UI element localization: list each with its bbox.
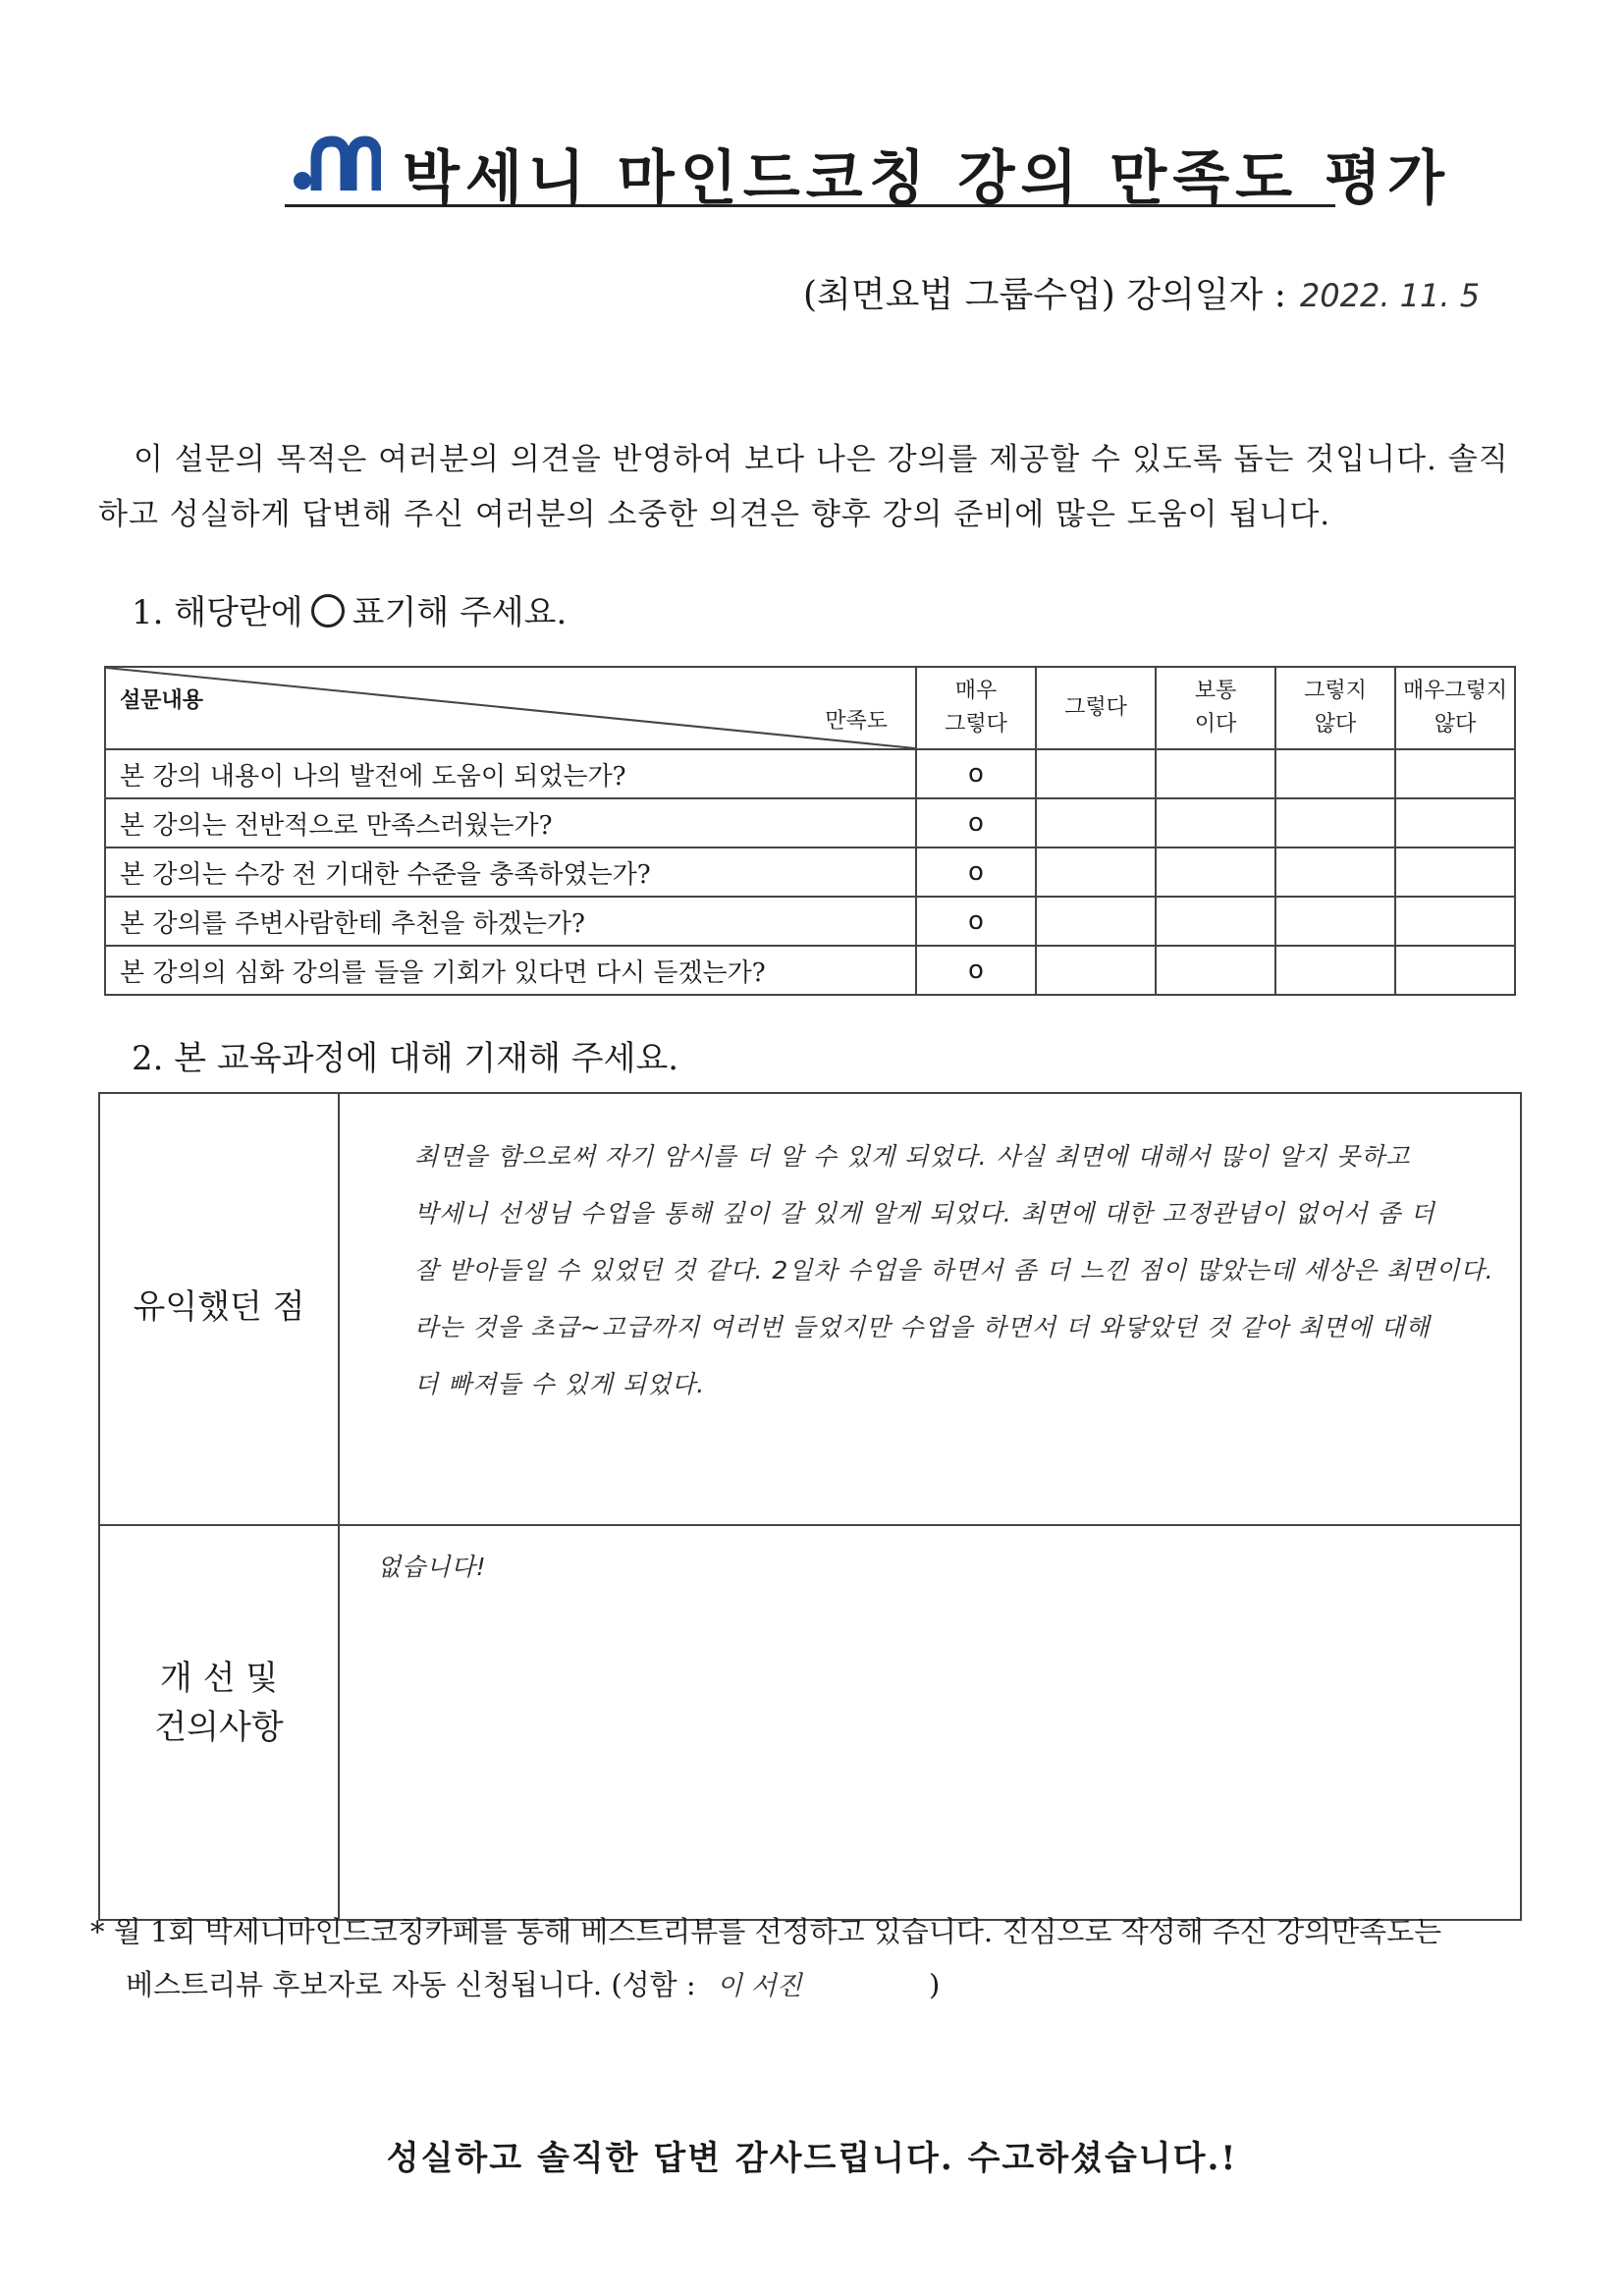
note-line-2: 베스트리뷰 후보자로 자동 신청됩니다. (성함 : 이 서진 ) — [126, 1968, 941, 2001]
useful-line[interactable]: 잘 받아들일 수 있었던 것 같다. 2일차 수업을 하면서 좀 더 느낀 점이 많았는데 세상은 최면이다. — [414, 1256, 1494, 1284]
table-row — [105, 847, 1515, 897]
lecture-date-line — [803, 267, 1480, 317]
rating-cell[interactable]: o — [916, 946, 1036, 995]
rating-cell[interactable] — [1036, 798, 1156, 847]
row-divider — [100, 1524, 1520, 1526]
diagonal-header-cell — [105, 667, 916, 749]
intro-paragraph: 이 설문의 목적은 여러분의 의견을 반영하여 보다 나은 강의를 제공할 수 있도록 돕는 것입니다. 솔직하고 성실하게 답변해 주신 여러분의 소중한 의견은 향후 강의 준비에 많은 도움이 됩니다. — [98, 442, 1509, 532]
useful-line[interactable]: 박세니 선생님 수업을 통해 깊이 갈 있게 알게 되었다. 최면에 대한 고정관념이 없어서 좀 더 — [414, 1199, 1435, 1228]
rating-cell[interactable] — [1395, 749, 1515, 798]
section-1-heading — [132, 585, 567, 633]
question-text: 본 강의는 수강 전 기대한 수준을 충족하였는가? — [105, 847, 916, 897]
rating-cell[interactable] — [1395, 946, 1515, 995]
rating-cell[interactable] — [1156, 946, 1275, 995]
table-row — [105, 946, 1515, 995]
diagonal-line — [106, 668, 915, 748]
table-row — [105, 749, 1515, 798]
rating-cell[interactable] — [1275, 897, 1395, 946]
rating-cell[interactable] — [1156, 847, 1275, 897]
thanks-message: 성실하고 솔직한 답변 감사드립니다. 수고하셨습니다.! — [386, 2139, 1238, 2178]
table-row — [105, 897, 1515, 946]
rating-cell[interactable]: o — [916, 897, 1036, 946]
circle-mark-icon — [311, 594, 345, 628]
question-text: 본 강의의 심화 강의를 들을 기회가 있다면 다시 듣겠는가? — [105, 946, 916, 995]
column-header: 그렇지 않다 — [1275, 667, 1395, 749]
column-header: 그렇다 — [1036, 667, 1156, 749]
rating-cell[interactable]: o — [916, 798, 1036, 847]
brand-logo-icon — [293, 130, 381, 198]
rating-cell[interactable] — [1036, 897, 1156, 946]
table-row — [105, 798, 1515, 847]
useful-line[interactable]: 최면을 함으로써 자기 암시를 더 알 수 있게 되었다. 사실 최면에 대해서 많이 알지 못하고 — [414, 1142, 1411, 1171]
useful-points-label: 유익했던 점 — [133, 1287, 305, 1327]
rating-cell[interactable] — [1275, 946, 1395, 995]
rating-cell[interactable] — [1275, 847, 1395, 897]
header-question-label: 설문내용 — [120, 687, 204, 713]
useful-line[interactable]: 더 빠져들 수 있게 되었다. — [414, 1370, 706, 1398]
rating-cell[interactable] — [1156, 897, 1275, 946]
lecture-date-value: 2022. 11. 5 — [1299, 277, 1481, 314]
title-block — [285, 126, 1450, 213]
question-text: 본 강의를 주변사람한테 추천을 하겠는가? — [105, 897, 916, 946]
column-header: 매우그렇지 않다 — [1395, 667, 1515, 749]
comment-box — [98, 1092, 1522, 1921]
lecture-date-label: (최면요법 그룹수업) 강의일자 : — [803, 275, 1286, 315]
best-review-note — [90, 1905, 1534, 2013]
rating-cell[interactable] — [1395, 847, 1515, 897]
rating-cell[interactable] — [1395, 897, 1515, 946]
page-title: 박세니 마인드코칭 강의 만족도 평가 — [403, 144, 1450, 213]
rating-cell[interactable] — [1036, 847, 1156, 897]
improvement-text[interactable]: 없습니다! — [377, 1553, 487, 1581]
label-divider — [338, 1094, 340, 1919]
satisfaction-table — [104, 666, 1516, 996]
useful-line[interactable]: 라는 것을 초급~고급까지 여러번 들었지만 수업을 하면서 더 와닿았던 것 같아 최면에 대해 — [414, 1313, 1431, 1341]
column-header: 보통 이다 — [1156, 667, 1275, 749]
header-satisfaction-label: 만족도 — [825, 709, 888, 734]
rating-cell[interactable] — [1036, 749, 1156, 798]
rating-cell[interactable] — [1036, 946, 1156, 995]
rating-cell[interactable] — [1275, 798, 1395, 847]
rating-cell[interactable] — [1156, 749, 1275, 798]
column-header: 매우 그렇다 — [916, 667, 1036, 749]
rating-cell[interactable]: o — [916, 847, 1036, 897]
question-text: 본 강의는 전반적으로 만족스러웠는가? — [105, 798, 916, 847]
rating-cell[interactable]: o — [916, 749, 1036, 798]
table-header-row — [105, 667, 1515, 749]
rating-cell[interactable] — [1395, 798, 1515, 847]
note-line-1: * 월 1회 박세니마인드코칭카페를 통해 베스트리뷰를 선정하고 있습니다. 진심으로 작성해 주신 강의만족도는 — [90, 1915, 1442, 1948]
section-2-heading: 2. 본 교육과정에 대해 기재해 주세요. — [132, 1039, 679, 1078]
section-1-prefix: 1. 해당란에 — [132, 593, 303, 632]
improvement-label: 개 선 및 건의사항 — [154, 1659, 284, 1747]
section-1-suffix: 표기해 주세요. — [352, 593, 568, 632]
question-text: 본 강의 내용이 나의 발전에 도움이 되었는가? — [105, 749, 916, 798]
rating-cell[interactable] — [1156, 798, 1275, 847]
respondent-name[interactable]: 이 서진 — [716, 1971, 802, 2001]
rating-cell[interactable] — [1275, 749, 1395, 798]
